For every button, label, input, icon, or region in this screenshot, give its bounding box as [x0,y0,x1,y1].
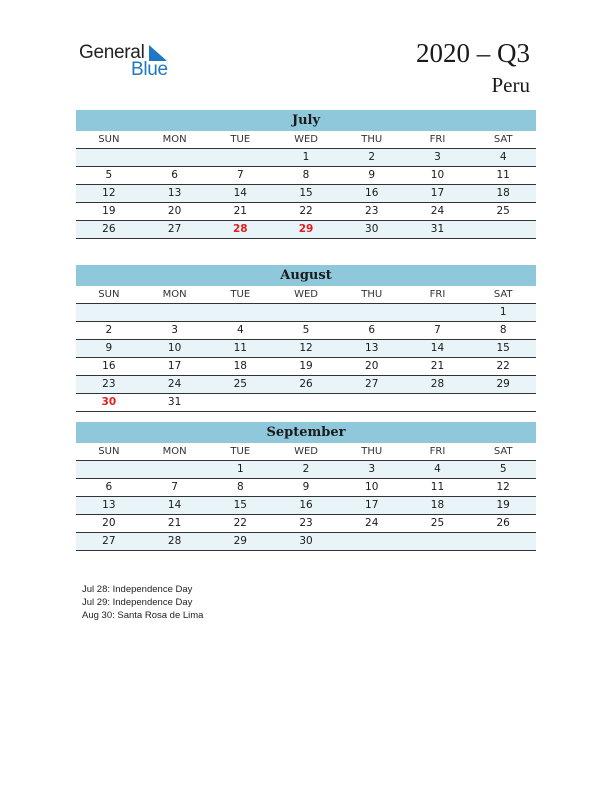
day-cell [339,533,405,550]
day-cell: 3 [434,151,441,163]
day-cell: 2 [368,151,376,163]
day-cell: 12 [102,187,116,199]
day-cell: 13 [167,187,182,199]
day-cell: 11 [496,169,510,181]
weekday-label: WED [294,289,318,300]
day-cell: 6 [171,169,178,181]
day-cell: 25 [496,205,510,217]
day-cell: 22 [233,517,247,529]
day-cell: 27 [102,535,116,547]
day-cell: 16 [365,187,379,199]
day-cell: 30 [299,535,313,547]
day-cell: 26 [299,378,313,390]
day-cell: 7 [434,324,441,336]
day-cell [142,149,208,166]
day-cell [207,394,273,411]
month-september [76,422,536,551]
weekday-label: WED [294,446,318,457]
week-row [76,461,536,479]
weekday-label: SAT [493,446,513,457]
day-cell: 9 [302,481,310,493]
country-name: Peru [491,73,530,97]
day-cell: 21 [233,205,247,217]
day-cell: 7 [236,169,244,181]
day-cell: 25 [233,378,247,390]
day-cell [273,304,339,321]
logo-text-general: General [79,42,145,63]
day-cell: 22 [496,360,510,372]
day-cell: 14 [167,499,182,511]
day-cell: 10 [365,481,379,493]
brand-logo [79,42,179,82]
day-cell [142,461,208,478]
day-cell: 12 [496,481,510,493]
day-cell: 11 [430,481,445,493]
day-cell [207,149,273,166]
week-row [76,322,536,340]
day-cell: 4 [236,324,244,336]
weekday-label: SUN [98,289,120,300]
week-row [76,479,536,497]
week-row [76,497,536,515]
day-cell: 11 [233,342,247,354]
day-cell: 28 [167,535,182,547]
week-row [76,394,536,412]
week-row [76,167,536,185]
day-cell: 10 [430,169,445,181]
weekday-label: SUN [98,446,120,457]
week-row [76,515,536,533]
day-cell: 31 [167,396,182,408]
day-cell: 1 [499,306,507,318]
day-cell: 8 [499,324,507,336]
week-row [76,376,536,394]
weekday-label: TUE [230,289,251,300]
week-row [76,185,536,203]
weekday-label: THU [361,446,383,457]
day-cell: 13 [102,499,116,511]
day-cell: 5 [105,169,113,181]
weekday-label: TUE [230,446,251,457]
weekday-label: MON [162,289,187,300]
day-cell [273,394,339,411]
month-header: August [76,265,536,286]
day-cell: 17 [430,187,445,199]
day-cell: 23 [365,205,379,217]
day-cell: 6 [368,324,376,336]
weekday-label: FRI [429,134,446,145]
day-cell: 18 [496,187,510,199]
day-cell: 21 [430,360,445,372]
weekday-header-row [76,443,536,461]
day-cell: 9 [368,169,376,181]
day-cell [76,461,142,478]
day-cell: 19 [496,499,510,511]
weekday-label: THU [361,134,383,145]
weekday-header-row [76,131,536,149]
day-cell [405,304,471,321]
week-row [76,340,536,358]
week-row [76,304,536,322]
day-cell: 20 [365,360,379,372]
holiday-day-cell: 29 [298,223,314,235]
day-cell: 28 [430,378,445,390]
day-cell: 9 [105,342,113,354]
weekday-header-row [76,286,536,304]
day-cell: 24 [167,378,182,390]
day-cell: 15 [496,342,510,354]
day-cell: 3 [171,324,178,336]
month-july [76,110,536,239]
day-cell: 3 [368,463,376,475]
day-cell [470,533,536,550]
weekday-label: SUN [98,134,120,145]
day-cell [339,394,405,411]
day-cell: 27 [167,223,182,235]
weekday-label: WED [294,134,318,145]
week-row [76,358,536,376]
day-cell: 17 [167,360,182,372]
month-header: September [76,422,536,443]
day-cell: 26 [102,223,116,235]
day-cell [405,533,471,550]
day-cell: 10 [167,342,182,354]
weekday-label: FRI [429,289,446,300]
day-cell: 29 [496,378,510,390]
logo-text-blue: Blue [131,59,168,80]
day-cell: 30 [365,223,379,235]
day-cell: 18 [430,499,445,511]
day-cell: 13 [365,342,379,354]
day-cell [76,149,142,166]
day-cell: 4 [499,151,507,163]
day-cell: 19 [299,360,313,372]
day-cell [76,304,142,321]
day-cell: 8 [236,481,244,493]
day-cell: 27 [365,378,379,390]
day-cell: 2 [302,463,310,475]
weekday-label: FRI [429,446,446,457]
month-header: July [76,110,536,131]
day-cell: 29 [233,535,247,547]
day-cell: 6 [105,481,113,493]
day-cell [339,304,405,321]
holiday-note: Jul 29: Independence Day [82,597,193,608]
day-cell: 18 [233,360,247,372]
day-cell: 20 [167,205,182,217]
day-cell: 17 [365,499,379,511]
day-cell: 26 [496,517,510,529]
page-title: 2020 – Q3 [416,38,530,68]
day-cell: 1 [236,463,244,475]
day-cell: 4 [434,463,441,475]
day-cell [470,394,536,411]
day-cell: 16 [299,499,313,511]
day-cell: 12 [299,342,313,354]
weekday-label: MON [162,134,187,145]
day-cell: 31 [430,223,445,235]
weekday-label: SAT [493,289,513,300]
day-cell: 14 [430,342,445,354]
day-cell: 14 [233,187,247,199]
weekday-label: TUE [230,134,251,145]
day-cell: 2 [105,324,113,336]
day-cell: 24 [365,517,379,529]
day-cell [142,304,208,321]
week-row [76,221,536,239]
day-cell: 20 [102,517,116,529]
day-cell: 15 [299,187,313,199]
week-row [76,149,536,167]
day-cell: 7 [171,481,178,493]
day-cell: 15 [233,499,247,511]
month-august [76,265,536,412]
day-cell: 5 [302,324,310,336]
day-cell: 1 [302,151,310,163]
day-cell: 19 [102,205,116,217]
week-row [76,203,536,221]
day-cell [470,221,536,238]
holiday-note: Aug 30: Santa Rosa de Lima [82,610,204,621]
day-cell: 25 [430,517,445,529]
weekday-label: SAT [493,134,513,145]
holiday-day-cell: 30 [101,396,117,408]
day-cell: 23 [102,378,116,390]
day-cell: 23 [299,517,313,529]
holiday-note: Jul 28: Independence Day [82,584,193,595]
day-cell [405,394,471,411]
day-cell: 8 [302,169,310,181]
holiday-notes [82,583,203,622]
day-cell: 21 [167,517,182,529]
day-cell: 22 [299,205,313,217]
week-row [76,533,536,551]
day-cell: 24 [430,205,445,217]
day-cell: 16 [102,360,116,372]
day-cell [207,304,273,321]
day-cell: 5 [499,463,507,475]
weekday-label: THU [361,289,383,300]
holiday-day-cell: 28 [232,223,248,235]
weekday-label: MON [162,446,187,457]
